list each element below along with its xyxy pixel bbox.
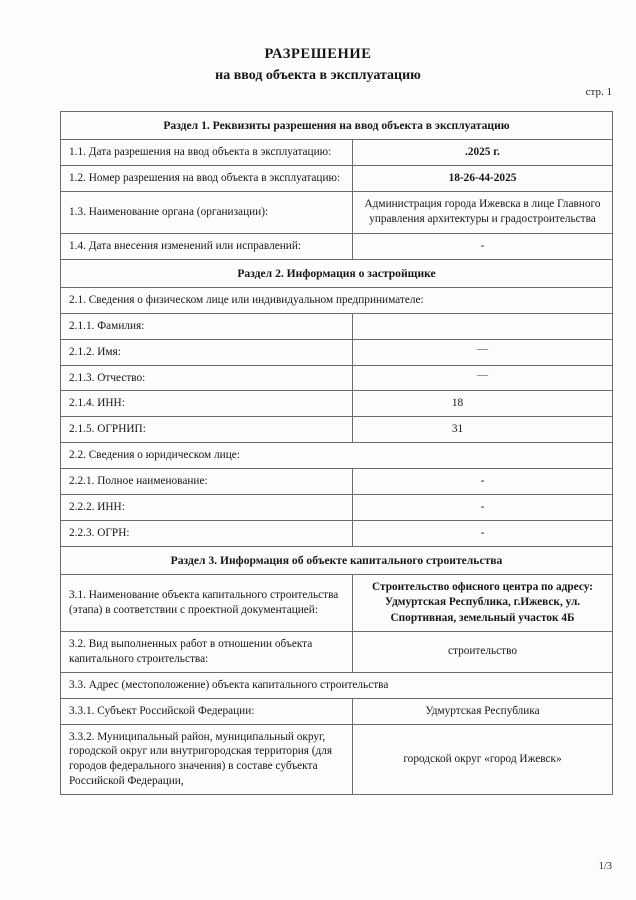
row-value-2-1-5: 31 [353,417,613,443]
row-value-3-3-1: Удмуртская Республика [353,698,613,724]
row-label-3-3-2: 3.3.2. Муниципальный район, муниципальный округ, городской округ или внутригородская территория (для городов федерального значения) в составе субъекта Российской Федерации, [61,724,353,795]
row-label-2-2-2: 2.2.2. ИНН: [61,495,353,521]
table-row [61,672,613,698]
table-row [61,469,613,495]
table-row [61,575,613,632]
row-value-1-3 [353,192,613,234]
row-value-2-1-1 [353,313,613,339]
table-row [61,631,613,672]
row-value-3-3-2: городской округ «город Ижевск» [353,724,613,795]
table-row [61,112,613,140]
row-value-2-2-1: - [353,469,613,495]
row-label-3-3: 3.3. Адрес (местоположение) объекта капитального строительства [61,672,613,698]
row-value-2-1-2: — [353,339,613,365]
page-marker: стр. 1 [585,86,612,98]
table-row [61,166,613,192]
row-label-1-4: 1.4. Дата внесения изменений или исправлений: [61,233,353,259]
table-row [61,443,613,469]
page-title: РАЗРЕШЕНИЕ [264,46,372,62]
row-value-3-1-text: Строительство офисного центра по адресу: Удмуртская Республика, г.Ижевск, ул. Спортивная, земельный участок 4Б [372,581,593,624]
table-row [61,417,613,443]
section-2-header: Раздел 2. Информация о застройщике [61,259,613,287]
row-label-2-1-3: 2.1.3. Отчество: [61,365,353,391]
row-value-2-2-2: - [353,495,613,521]
table-row [61,339,613,365]
row-value-3-2: строительство [353,631,613,672]
row-label-2-2: 2.2. Сведения о юридическом лице: [61,443,613,469]
row-value-2-1-4: 18 [353,391,613,417]
table-row [61,546,613,574]
table-row [61,233,613,259]
table-row [61,313,613,339]
row-label-1-1: 1.1. Дата разрешения на ввод объекта в эксплуатацию: [61,140,353,166]
table-row [61,724,613,795]
table-row [61,520,613,546]
page-subtitle: на ввод объекта в эксплуатацию [215,68,421,84]
row-label-2-1-1: 2.1.1. Фамилия: [61,313,353,339]
row-value-1-2: 18-26-44-2025 [353,166,613,192]
row-value-1-3-text: Администрация города Ижевска в лице Главного управления архитектуры и градостроительства [364,198,601,226]
table-row [61,391,613,417]
footer-page-number: 1/3 [598,861,612,872]
row-label-1-2: 1.2. Номер разрешения на ввод объекта в эксплуатацию: [61,166,353,192]
table-row [61,192,613,234]
row-value-3-1 [353,575,613,632]
section-3-header: Раздел 3. Информация об объекте капитального строительства [61,546,613,574]
row-label-2-1-5: 2.1.5. ОГРНИП: [61,417,353,443]
row-label-2-2-3: 2.2.3. ОГРН: [61,520,353,546]
row-label-3-3-1: 3.3.1. Субъект Российской Федерации: [61,698,353,724]
table-row [61,140,613,166]
table-row [61,259,613,287]
row-value-2-1-3: — [353,365,613,391]
title-block [0,0,636,85]
row-label-2-1-2: 2.1.2. Имя: [61,339,353,365]
table-row [61,287,613,313]
section-1-header: Раздел 1. Реквизиты разрешения на ввод объекта в эксплуатацию [61,112,613,140]
permit-table [60,111,613,795]
row-label-2-1-4: 2.1.4. ИНН: [61,391,353,417]
row-label-3-1: 3.1. Наименование объекта капитального строительства (этапа) в соответствии с проектной документацией: [61,575,353,632]
row-value-1-4: - [353,233,613,259]
row-label-1-3: 1.3. Наименование органа (организации): [61,192,353,234]
row-value-2-2-3: - [353,520,613,546]
row-value-1-1: .2025 г. [353,140,613,166]
table-row [61,698,613,724]
row-label-2-1: 2.1. Сведения о физическом лице или индивидуальном предпринимателе: [61,287,613,313]
table-row [61,495,613,521]
row-label-3-2: 3.2. Вид выполненных работ в отношении объекта капитального строительства: [61,631,353,672]
table-row [61,365,613,391]
row-label-2-2-1: 2.2.1. Полное наименование: [61,469,353,495]
